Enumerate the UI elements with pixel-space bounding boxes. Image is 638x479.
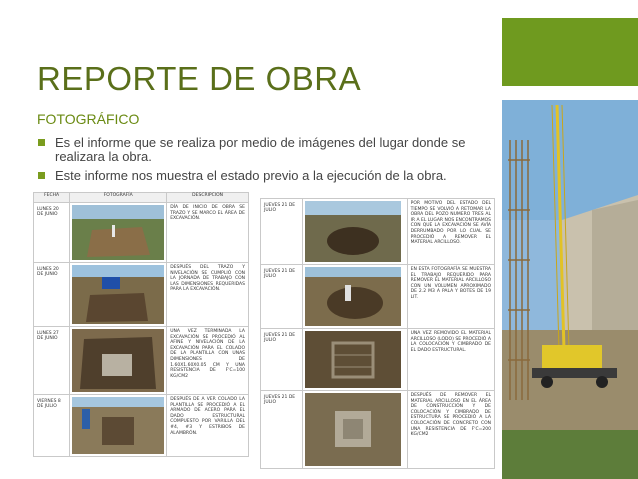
bullet-square-icon [38, 172, 45, 179]
row-photo [70, 263, 167, 327]
green-accent-block [502, 18, 638, 86]
column-header-photo: FOTOGRAFÍA [70, 193, 167, 203]
row-description: UNA VEZ REMOVIDO EL MATERIAL ARCILLOSO (LODO) SE PROCEDIÓ A LA COLOCACIÓN Y CIMBRADO DE EL DADO ESTRUCTURAL. [407, 329, 494, 391]
right-report-table [260, 198, 495, 469]
left-report-table [33, 192, 249, 457]
bullet-list [37, 136, 487, 188]
photo-report-tables [33, 192, 498, 474]
bullet-text: Este informe nos muestra el estado previo a la ejecución de la obra. [55, 168, 447, 183]
row-description: DÍA DE INICIO DE OBRA SE TRAZO Y SE MARCO EL ÁREA DE EXCAVACIÓN. [167, 203, 249, 263]
row-date: JUEVES 21 DE JULIO [261, 329, 303, 391]
row-photo [303, 391, 407, 469]
slide-title: REPORTE DE OBRA [37, 60, 362, 97]
row-description: DESPUÉS DE A VER COLADO LA PLANTILLA SE PROCEDIÓ A EL ARMADO DE ACERO PARA EL DADO ESTRUCTURAL COMPUESTO POR VARILLA DEL #4, #3 Y ESTRIBOS DE ALAMBRÓN. [167, 395, 249, 457]
bullet-square-icon [38, 139, 45, 146]
table-row [261, 265, 495, 329]
table-row [34, 327, 249, 395]
bullet-item [37, 169, 487, 183]
row-description: DESPUÉS DEL TRAZO Y NIVELACIÓN SE CUMPLIÓ CON LA JORNADA DE TRABAJO CON LAS DIMENSIONES REQUERIDAS PARA LA EXCAVACIÓN. [167, 263, 249, 327]
bullet-text: Es el informe que se realiza por medio de imágenes del lugar donde se realizara la obra. [55, 135, 466, 164]
row-date: LUNES 20 DE JUNIO [34, 203, 70, 263]
row-photo [303, 265, 407, 329]
row-date: JUEVES 21 DE JULIO [261, 199, 303, 265]
row-date: VIERNES 8 DE JULIO [34, 395, 70, 457]
row-description: POR MOTIVO DEL ESTADO DEL TIEMPO SE VOLVIÓ A RETOMAR LA OBRA DEL POZO NUMERO TRES AL IR A EL LUGAR NOS ENCONTRAMOS CON QUE LA EXCAVACIÓN SE AVÍA DERRUMBADO POR LO CUAL SE PROCEDIÓ A REMOVER EL MATERIAL ARCILLOSO. [407, 199, 494, 265]
slide-subtitle: FOTOGRÁFICO [37, 111, 140, 127]
row-description: UNA VEZ TERMINADA LA EXCAVACIÓN SE PROCEDIÓ AL AFINE Y NIVELACIÓN DE LA EXCAVACIÓN PARA EL COLADO DE LA PLANTILLA CON UNAS DIMENSIONES DE 1.60X1.60X0.05 CM Y UNA RESISTENCIA DE F'C=100 KG/CM2 [167, 327, 249, 395]
table-row [34, 203, 249, 263]
row-photo [70, 395, 167, 457]
row-photo [70, 327, 167, 395]
row-description: DESPUÉS DE REMOVER EL MATERIAL ARCILLOSO EN EL ÁREA DE CONSTRUCCIÓN Y DE COLOCACIÓN Y CIMBRADO DE ESTRUCTURA SE PROCEDIÓ A LA COLOCACIÓN DE CONCRETO CON UNA RESISTENCIA DE F'C=200 KG/CM2 [407, 391, 494, 469]
table-row [34, 395, 249, 457]
table-row [34, 263, 249, 327]
row-date: JUEVES 21 DE JULIO [261, 265, 303, 329]
row-date: LUNES 20 DE JUNIO [34, 263, 70, 327]
row-description: EN ESTA FOTOGRAFÍA SE MUESTRA EL TRABAJO REQUERIDO PARA REMOVER EL MATERIAL ARCILLOSO CON UN VOLUMEN APROXIMADO DE 2.2 M3 A PALA Y BOTES DE 19 LIT. [407, 265, 494, 329]
row-date: JUEVES 21 DE JULIO [261, 391, 303, 469]
column-header-description: DESCRIPCION [167, 193, 249, 203]
row-date: LUNES 27 DE JUNIO [34, 327, 70, 395]
row-photo [303, 329, 407, 391]
table-row [261, 329, 495, 391]
crane-photo [502, 100, 638, 479]
column-header-date: FECHA [34, 193, 70, 203]
bullet-item [37, 136, 487, 164]
table-row [261, 199, 495, 265]
table-row [261, 391, 495, 469]
row-photo [303, 199, 407, 265]
row-photo [70, 203, 167, 263]
